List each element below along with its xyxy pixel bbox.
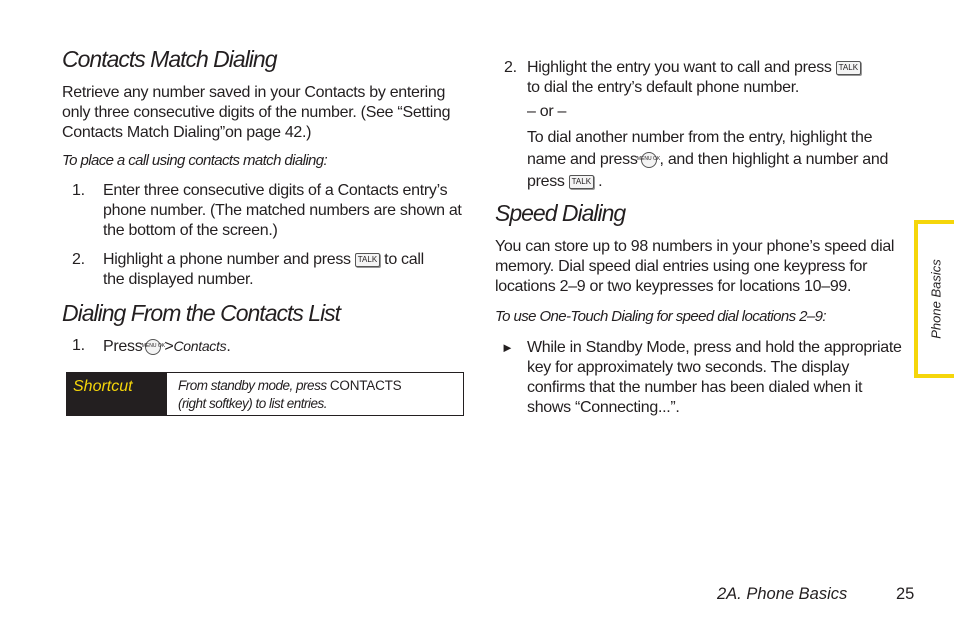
step-text-post: to call [384,251,424,268]
heading-dialing-from-contacts: Dialing From the Contacts List [62,300,341,326]
section-tab-label: Phone Basics [928,259,944,339]
alt-line3-pre: press [527,173,565,190]
step-number: 1. [72,337,85,354]
step-text [527,58,865,98]
alt-line2-pre: name and press [527,151,638,168]
menu-ok-key-icon: MENU OK [145,339,161,355]
step-text: Enter three consecutive digits of a Contacts entry’s phone number. (The matched numbers are shown at the bottom of the screen.) [103,182,462,239]
section-tab-inner [918,224,954,374]
menu-ok-key-icon: MENU OK [641,152,657,168]
speed-intro-paragraph: You can store up to 98 numbers in your phone’s speed dial memory. Dial speed dial entries using one keypress for locations 2–9 or two keypresses for locations 10–99. [495,238,895,295]
talk-key-icon: TALK [836,61,861,75]
shortcut-contacts-key: CONTACTS [329,378,402,393]
section-tab [914,220,954,378]
alt-line1: To dial another number from the entry, highlight the [527,129,873,146]
bullet-arrow-icon: ► [501,340,514,355]
alt-line2-post: , and then highlight a number and [659,151,889,168]
heading-contacts-match-dialing: Contacts Match Dialing [62,46,277,72]
bullet-text: While in Standby Mode, press and hold the appropriate key for approximately two seconds. The display confirms that the number has been dialed when it shows “Connecting...”. [527,339,902,416]
talk-key-icon: TALK [569,175,594,189]
step-number: 1. [72,182,85,199]
step-text-line2: to dial the entry’s default phone number. [527,79,800,96]
or-separator: – or – [527,103,567,120]
shortcut-box [66,372,464,416]
step-number: 2. [72,251,85,268]
talk-key-icon: TALK [355,253,380,267]
step-text-pre: Highlight the entry you want to call and press [527,59,832,76]
step-text-line2: the displayed number. [103,271,254,288]
shortcut-text-pre: From standby mode, press [178,378,327,393]
heading-speed-dialing: Speed Dialing [495,200,626,226]
shortcut-label: Shortcut [67,373,167,415]
step-text [103,336,230,357]
subhead-one-touch: To use One-Touch Dialing for speed dial locations 2–9: [495,308,826,325]
shortcut-text [178,377,458,413]
contacts-menu-label: Contacts [173,338,227,354]
footer-section-name: 2A. Phone Basics [717,585,848,603]
subhead-place-call: To place a call using contacts match dialing: [62,152,328,169]
step-text-pre: Highlight a phone number and press [103,251,351,268]
intro-paragraph: Retrieve any number saved in your Contacts by entering only three consecutive digits of the number. (See “Setting Contacts Match Dialing”on page 42.) [62,84,451,141]
step-text [103,250,471,290]
alt-line3-post: . [598,173,603,190]
step-text-gt: > [164,338,174,355]
step-text-pre: Press [103,338,143,355]
shortcut-text-line2: (right softkey) to list entries. [178,396,328,411]
step-number: 2. [504,59,517,76]
alternate-instruction [527,127,905,193]
step-text-end: . [226,338,231,355]
footer-page-number: 25 [896,585,915,603]
